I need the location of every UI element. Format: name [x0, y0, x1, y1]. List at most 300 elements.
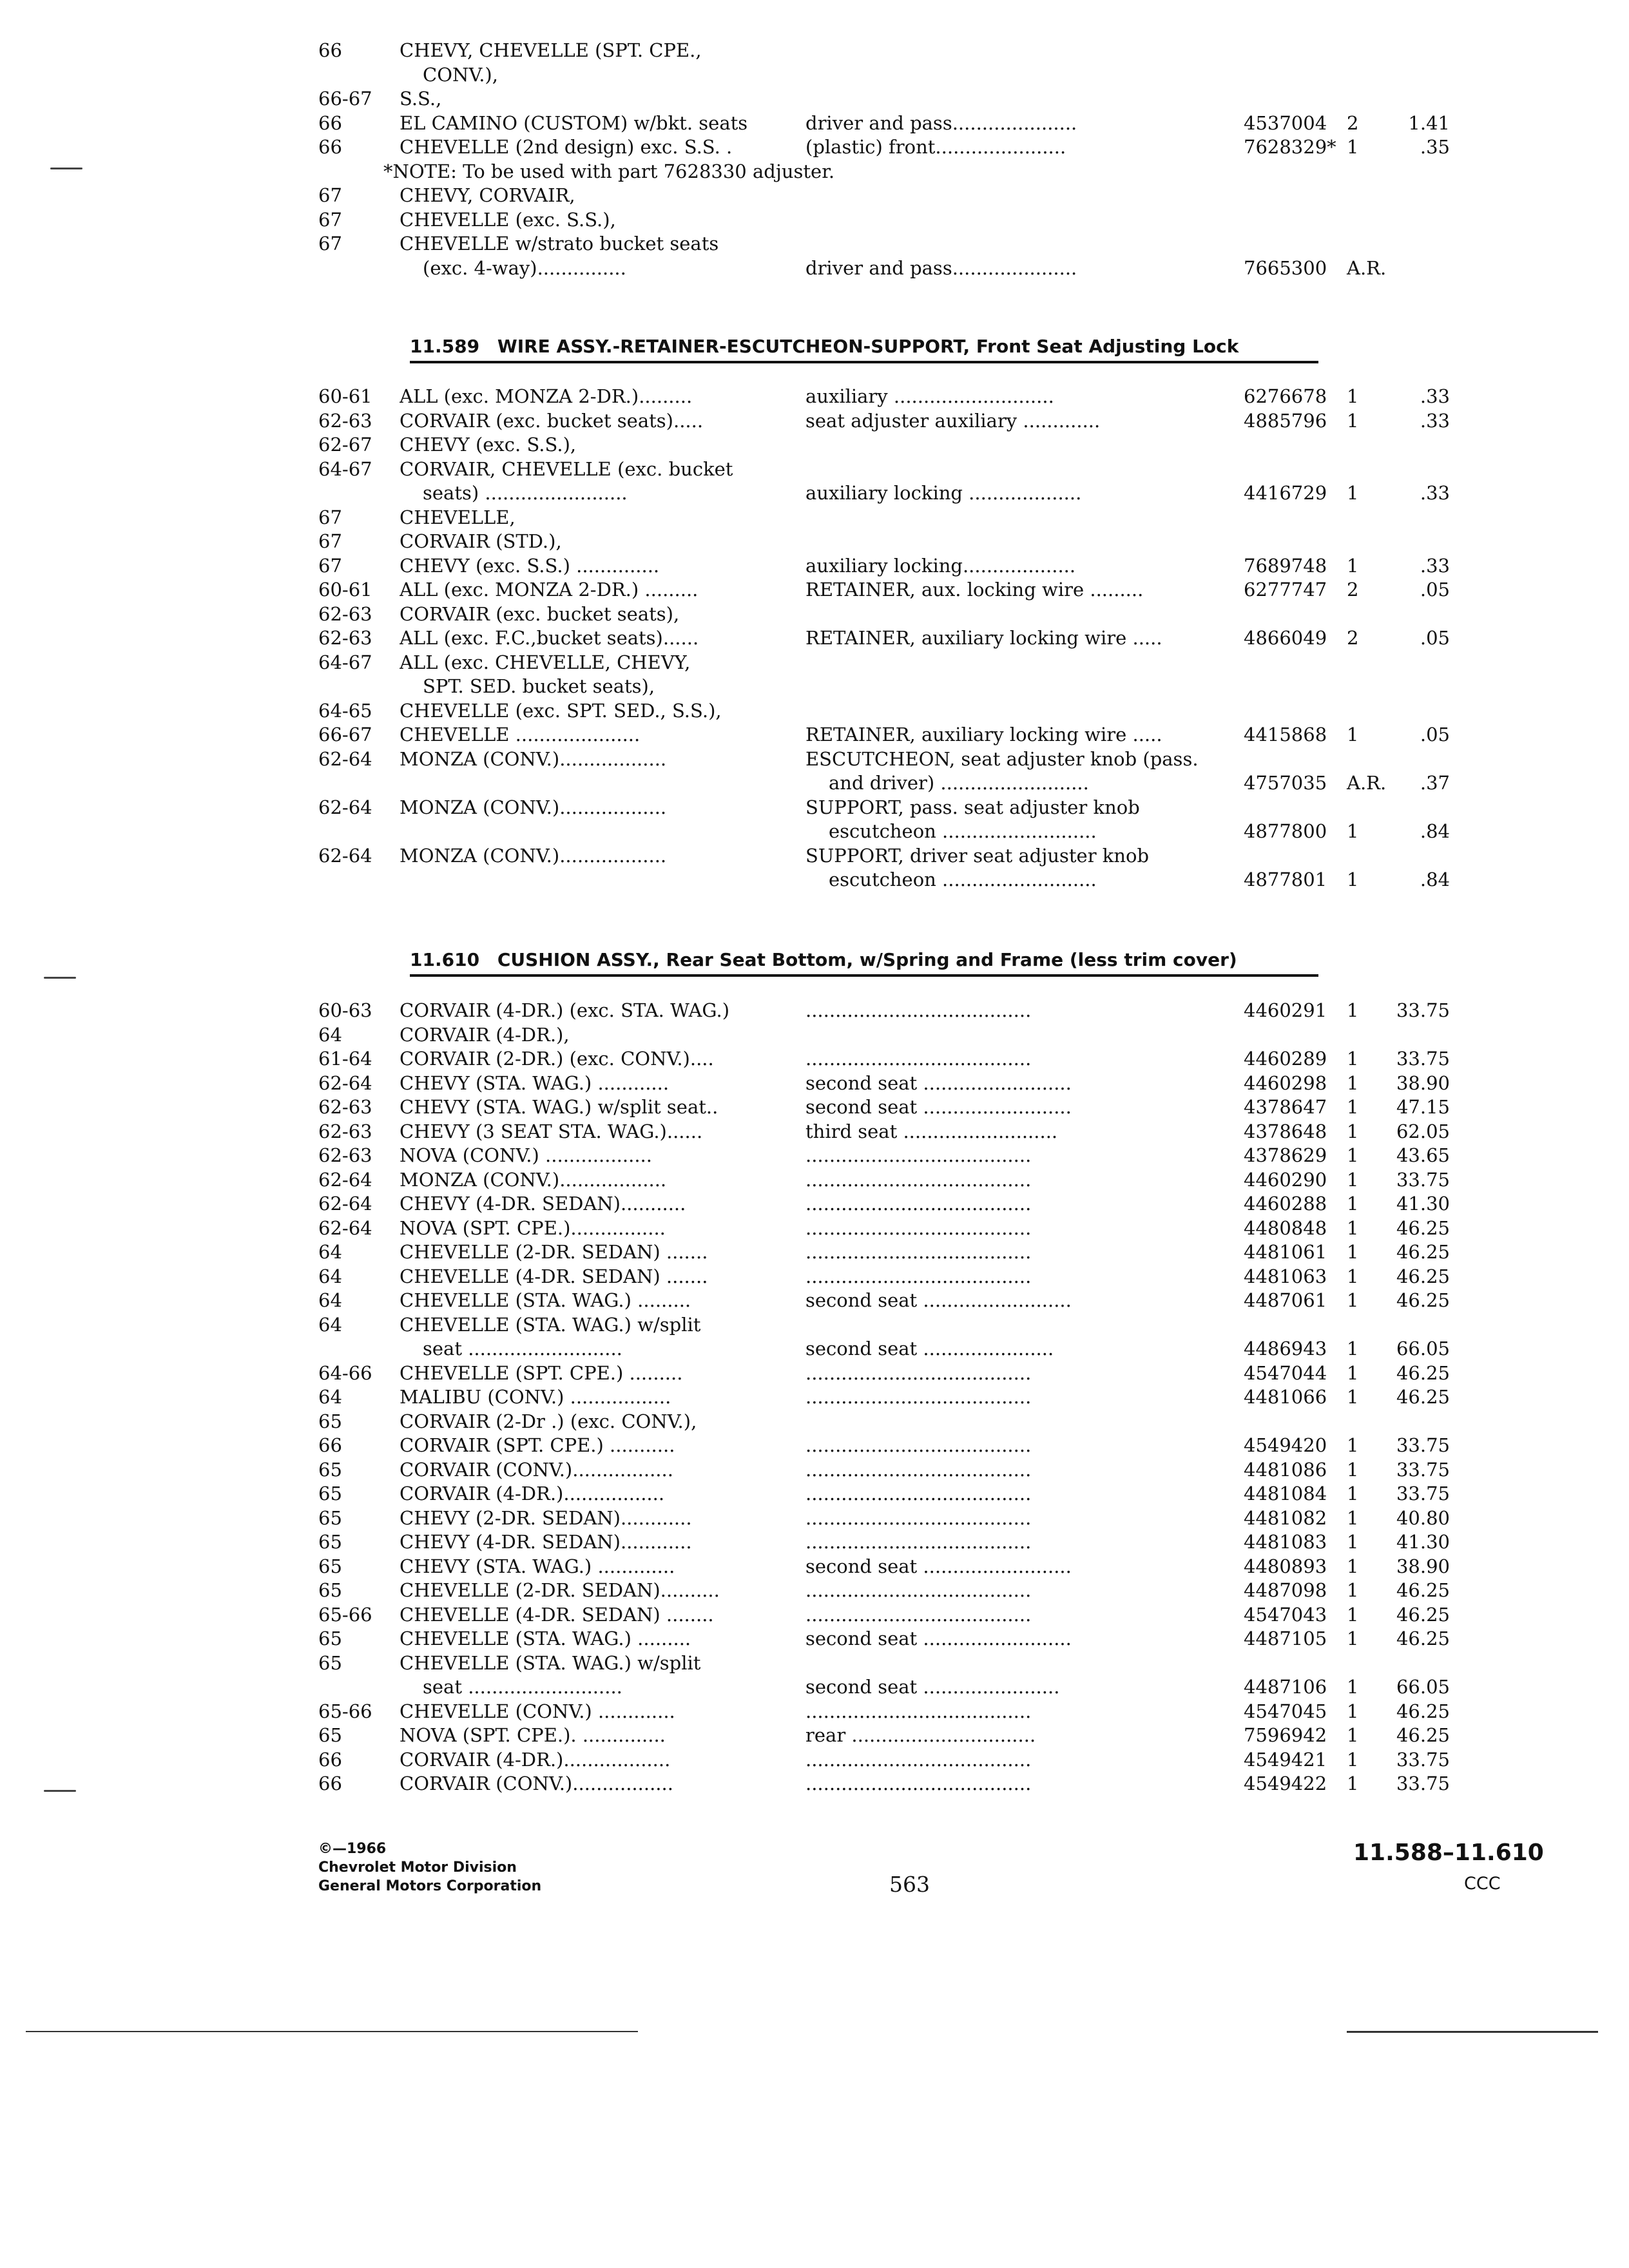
parts-row	[0, 602, 1629, 627]
quantity: A.R.	[1347, 256, 1387, 279]
quantity: 1	[1347, 1483, 1359, 1504]
vehicle-application: (exc. 4-way)...............	[423, 256, 626, 279]
part-number: 4549422	[1244, 1773, 1327, 1794]
part-number: 6276678	[1244, 385, 1327, 407]
vehicle-application: CHEVY (3 SEAT STA. WAG.)......	[400, 1120, 703, 1142]
parts-row	[0, 1361, 1629, 1386]
parts-row	[0, 409, 1629, 434]
part-number: 4378629	[1244, 1144, 1327, 1166]
parts-row	[0, 747, 1629, 772]
part-description: ......................................	[805, 1434, 1032, 1456]
parts-row	[0, 63, 1629, 88]
parts-row	[0, 1724, 1629, 1748]
part-description: seat adjuster auxiliary .............	[805, 409, 1101, 432]
part-description: auxiliary locking ...................	[805, 482, 1082, 504]
price: 46.25	[1396, 1603, 1450, 1626]
part-number: 4480848	[1244, 1216, 1327, 1239]
model-year: 67	[318, 530, 342, 552]
parts-row	[0, 208, 1629, 233]
parts-row	[0, 1627, 1629, 1651]
parts-row	[0, 232, 1629, 256]
quantity: 1	[1347, 1506, 1359, 1529]
quantity: A.R.	[1347, 772, 1387, 794]
quantity: 1	[1347, 1434, 1359, 1456]
vehicle-application: CORVAIR (CONV.).................	[400, 1458, 673, 1481]
parts-row	[0, 1216, 1629, 1241]
price: .05	[1420, 627, 1450, 649]
vehicle-application: CONV.),	[423, 63, 498, 86]
vehicle-application: CHEVELLE (2-DR. SEDAN)..........	[400, 1579, 720, 1601]
vehicle-application: CORVAIR (4-DR.).................	[400, 1483, 665, 1504]
model-year: 66	[318, 1748, 342, 1771]
intro-section	[0, 39, 1629, 280]
model-year: 65	[318, 1555, 342, 1577]
price: 46.25	[1396, 1289, 1450, 1311]
section-11-589	[0, 385, 1629, 892]
vehicle-application: seat ..........................	[423, 1676, 622, 1698]
parts-row	[0, 1603, 1629, 1628]
part-number: 4460290	[1244, 1168, 1327, 1191]
parts-row	[0, 1530, 1629, 1555]
price: 46.25	[1396, 1700, 1450, 1722]
model-year: 62-63	[318, 602, 372, 625]
parts-row	[0, 1289, 1629, 1313]
quantity: 1	[1347, 482, 1359, 504]
vehicle-application: ALL (exc. F.C.,bucket seats)......	[400, 627, 699, 649]
section-11-610-rows	[0, 999, 1629, 1796]
vehicle-application: CHEVY (STA. WAG.) w/split seat..	[400, 1096, 718, 1118]
part-description: ......................................	[805, 1265, 1032, 1287]
price: .84	[1420, 820, 1450, 842]
part-number: 4486943	[1244, 1338, 1327, 1360]
quantity: 1	[1347, 1168, 1359, 1191]
model-year: 62-64	[318, 844, 372, 867]
scan-edge-line-right	[1347, 2031, 1598, 2033]
vehicle-application: seats) ........................	[423, 482, 628, 504]
quantity: 1	[1347, 1048, 1359, 1070]
model-year: 65	[318, 1724, 342, 1746]
section-title: CUSHION ASSY.,	[497, 949, 660, 970]
part-description: ......................................	[805, 1193, 1032, 1215]
footnote: *NOTE: To be used with part 7628330 adjuster.	[383, 160, 835, 182]
parts-row	[0, 1023, 1629, 1048]
model-year: 66	[318, 39, 342, 61]
vehicle-application: CHEVY (2-DR. SEDAN)............	[400, 1506, 692, 1529]
part-description: ......................................	[805, 1048, 1032, 1070]
model-year: 65	[318, 1483, 342, 1504]
corporation-name: General Motors Corporation	[318, 1878, 542, 1894]
part-number: 4481066	[1244, 1386, 1327, 1408]
price: 46.25	[1396, 1361, 1450, 1384]
model-year: 62-64	[318, 747, 372, 770]
model-year: 67	[318, 554, 342, 577]
vehicle-application: CHEVY (4-DR. SEDAN)............	[400, 1531, 692, 1553]
part-description: second seat .........................	[805, 1555, 1072, 1577]
quantity: 1	[1347, 1120, 1359, 1142]
quantity: 1	[1347, 136, 1359, 158]
part-description: SUPPORT, driver seat adjuster knob	[805, 844, 1150, 867]
quantity: 1	[1347, 820, 1359, 842]
page-number: 563	[889, 1872, 930, 1897]
price: 43.65	[1396, 1144, 1450, 1166]
model-year: 67	[318, 233, 342, 255]
vehicle-application: ALL (exc. CHEVELLE, CHEVY,	[400, 651, 691, 673]
parts-row	[0, 1579, 1629, 1603]
parts-row	[0, 135, 1629, 160]
vehicle-application: EL CAMINO (CUSTOM) w/bkt. seats	[400, 111, 748, 134]
price: .37	[1420, 772, 1450, 794]
part-description: escutcheon ..........................	[829, 869, 1097, 890]
parts-row	[0, 1265, 1629, 1289]
parts-row	[0, 184, 1629, 208]
catalog-code: CCC	[1464, 1874, 1501, 1894]
part-number: 4547043	[1244, 1603, 1327, 1626]
part-number: 4415868	[1244, 724, 1327, 745]
part-description: ......................................	[805, 1458, 1032, 1481]
part-description: ......................................	[805, 1361, 1032, 1384]
footer-credits	[318, 1840, 541, 1896]
parts-row	[0, 160, 1629, 184]
model-year: 64	[318, 1241, 342, 1263]
parts-row	[0, 87, 1629, 111]
quantity: 1	[1347, 1144, 1359, 1166]
price: .84	[1420, 869, 1450, 890]
part-description: ......................................	[805, 1531, 1032, 1553]
model-year: 66	[318, 136, 342, 158]
vehicle-application: CORVAIR (4-DR.) (exc. STA. WAG.)	[400, 999, 730, 1021]
price: 38.90	[1396, 1555, 1450, 1577]
part-description: second seat .........................	[805, 1096, 1072, 1118]
quantity: 1	[1347, 1603, 1359, 1626]
model-year: 64	[318, 1289, 342, 1311]
part-number: 7689748	[1244, 554, 1327, 577]
vehicle-application: CHEVELLE (STA. WAG.) .........	[400, 1289, 691, 1311]
part-number: 4378648	[1244, 1120, 1327, 1142]
model-year: 60-63	[318, 999, 372, 1021]
vehicle-application: CHEVELLE (exc. S.S.),	[400, 208, 616, 231]
model-year: 64	[318, 1313, 342, 1336]
quantity: 1	[1347, 869, 1359, 890]
part-number: 7665300	[1244, 256, 1327, 279]
price: 33.75	[1396, 1048, 1450, 1070]
part-number: 4487061	[1244, 1289, 1327, 1311]
part-number: 4487106	[1244, 1676, 1327, 1698]
price: .05	[1420, 724, 1450, 745]
parts-row	[0, 1072, 1629, 1096]
part-number: 4549420	[1244, 1434, 1327, 1456]
vehicle-application: ALL (exc. MONZA 2-DR.).........	[400, 385, 693, 407]
quantity: 1	[1347, 409, 1359, 432]
division-name: Chevrolet Motor Division	[318, 1860, 517, 1876]
parts-row	[0, 796, 1629, 820]
part-description: RETAINER, aux. locking wire .........	[805, 579, 1144, 601]
quantity: 1	[1347, 1748, 1359, 1771]
model-year: 64-65	[318, 699, 372, 722]
parts-row	[0, 481, 1629, 506]
parts-row	[0, 111, 1629, 136]
parts-row	[0, 578, 1629, 602]
quantity: 1	[1347, 1096, 1359, 1118]
part-number: 4460291	[1244, 999, 1327, 1021]
section-title: WIRE ASSY.-RETAINER-ESCUTCHEON-SUPPORT,	[497, 336, 970, 357]
section-11-610	[0, 999, 1629, 1796]
vehicle-application: CHEVELLE .....................	[400, 724, 641, 745]
price: .33	[1420, 554, 1450, 577]
vehicle-application: NOVA (CONV.) ..................	[400, 1144, 652, 1166]
section-subtitle: Rear Seat Bottom, w/Spring and Frame (less trim cover)	[666, 949, 1237, 970]
model-year: 66	[318, 1773, 342, 1794]
part-number: 4866049	[1244, 627, 1327, 649]
parts-row	[0, 723, 1629, 747]
part-description: ......................................	[805, 1506, 1032, 1529]
quantity: 1	[1347, 1676, 1359, 1698]
part-description: RETAINER, auxiliary locking wire .....	[805, 724, 1162, 745]
vehicle-application: CHEVELLE (STA. WAG.) w/split	[400, 1651, 701, 1674]
part-description: ......................................	[805, 1386, 1032, 1408]
quantity: 1	[1347, 1072, 1359, 1094]
vehicle-application: CORVAIR (SPT. CPE.) ...........	[400, 1434, 675, 1456]
price: .35	[1420, 136, 1450, 158]
vehicle-application: CHEVY (STA. WAG.) .............	[400, 1555, 675, 1577]
quantity: 1	[1347, 1579, 1359, 1601]
section-subtitle: Front Seat Adjusting Lock	[976, 336, 1239, 357]
price: 46.25	[1396, 1386, 1450, 1408]
part-number: 4481083	[1244, 1531, 1327, 1553]
part-number: 4877800	[1244, 820, 1327, 842]
parts-row	[0, 1385, 1629, 1410]
price: 33.75	[1396, 1483, 1450, 1504]
parts-row	[0, 39, 1629, 63]
parts-row	[0, 1434, 1629, 1458]
part-description: second seat .........................	[805, 1628, 1072, 1649]
price: 46.25	[1396, 1265, 1450, 1287]
parts-row	[0, 457, 1629, 482]
vehicle-application: CHEVY, CHEVELLE (SPT. CPE.,	[400, 39, 702, 61]
parts-row	[0, 1772, 1629, 1796]
part-description: ......................................	[805, 1144, 1032, 1166]
part-number: 4877801	[1244, 869, 1327, 890]
parts-row	[0, 1313, 1629, 1338]
part-number: 4481084	[1244, 1483, 1327, 1504]
model-year: 66-67	[318, 88, 372, 110]
model-year: 65	[318, 1651, 342, 1674]
vehicle-application: CORVAIR (STD.),	[400, 530, 562, 552]
model-year: 64	[318, 1023, 342, 1046]
model-year: 65-66	[318, 1603, 372, 1626]
vehicle-application: CHEVELLE (STA. WAG.) w/split	[400, 1313, 701, 1336]
part-description: driver and pass.....................	[805, 111, 1077, 134]
vehicle-application: CORVAIR (2-DR.) (exc. CONV.)....	[400, 1048, 714, 1070]
price: 41.30	[1396, 1193, 1450, 1215]
model-year: 65	[318, 1531, 342, 1553]
part-number: 4885796	[1244, 409, 1327, 432]
vehicle-application: CORVAIR (2-Dr .) (exc. CONV.),	[400, 1410, 697, 1432]
quantity: 2	[1347, 627, 1359, 649]
price: 1.41	[1408, 111, 1450, 134]
part-number: 4460298	[1244, 1072, 1327, 1094]
parts-row	[0, 651, 1629, 675]
section-number: 11.589	[410, 336, 480, 357]
model-year: 61-64	[318, 1048, 372, 1070]
vehicle-application: seat ..........................	[423, 1338, 622, 1360]
part-description: ......................................	[805, 1748, 1032, 1771]
quantity: 2	[1347, 111, 1359, 134]
part-description: ......................................	[805, 1168, 1032, 1191]
price: 33.75	[1396, 1458, 1450, 1481]
part-number: 4547045	[1244, 1700, 1327, 1722]
model-year: 64-67	[318, 457, 372, 480]
parts-row	[0, 554, 1629, 579]
part-description: SUPPORT, pass. seat adjuster knob	[805, 796, 1140, 818]
part-number: 4378647	[1244, 1096, 1327, 1118]
quantity: 1	[1347, 1289, 1359, 1311]
parts-row	[0, 530, 1629, 554]
price: 46.25	[1396, 1628, 1450, 1649]
model-year: 65	[318, 1410, 342, 1432]
vehicle-application: CORVAIR (exc. bucket seats),	[400, 602, 680, 625]
punch-hole-mark	[44, 1790, 76, 1792]
punch-hole-mark	[44, 977, 76, 979]
model-year: 62-64	[318, 1193, 372, 1215]
vehicle-application: CORVAIR, CHEVELLE (exc. bucket	[400, 457, 733, 480]
punch-hole-mark	[50, 168, 82, 169]
quantity: 1	[1347, 999, 1359, 1021]
vehicle-application: SPT. SED. bucket seats),	[423, 675, 655, 697]
part-description: auxiliary ...........................	[805, 385, 1054, 407]
section-range: 11.588–11.610	[1353, 1840, 1544, 1866]
quantity: 2	[1347, 579, 1359, 601]
part-number: 4481063	[1244, 1265, 1327, 1287]
vehicle-application: ALL (exc. MONZA 2-DR.) .........	[400, 579, 699, 601]
vehicle-application: NOVA (SPT. CPE.). ..............	[400, 1724, 666, 1746]
price: .33	[1420, 409, 1450, 432]
price: 33.75	[1396, 1748, 1450, 1771]
model-year: 66-67	[318, 724, 372, 745]
vehicle-application: CHEVY (STA. WAG.) ............	[400, 1072, 670, 1094]
parts-row	[0, 1410, 1629, 1434]
price: 33.75	[1396, 1168, 1450, 1191]
quantity: 1	[1347, 1555, 1359, 1577]
vehicle-application: MONZA (CONV.)..................	[400, 844, 667, 867]
part-description: second seat ......................	[805, 1338, 1054, 1360]
model-year: 67	[318, 208, 342, 231]
vehicle-application: CHEVY (exc. S.S.) ..............	[400, 554, 660, 577]
scan-edge-line-left	[26, 2031, 638, 2032]
part-number: 4487098	[1244, 1579, 1327, 1601]
vehicle-application: CHEVY, CORVAIR,	[400, 184, 575, 206]
quantity: 1	[1347, 1628, 1359, 1649]
part-description: (plastic) front......................	[805, 136, 1066, 158]
quantity: 1	[1347, 1338, 1359, 1360]
part-number: 4416729	[1244, 482, 1327, 504]
model-year: 62-64	[318, 1168, 372, 1191]
price: 41.30	[1396, 1531, 1450, 1553]
model-year: 62-63	[318, 627, 372, 649]
model-year: 62-63	[318, 1120, 372, 1142]
quantity: 1	[1347, 1216, 1359, 1239]
part-description: ......................................	[805, 1216, 1032, 1239]
section-heading-11-610	[410, 946, 1318, 977]
section-number: 11.610	[410, 949, 480, 970]
vehicle-application: CHEVELLE (4-DR. SEDAN) .......	[400, 1265, 708, 1287]
parts-row	[0, 675, 1629, 699]
model-year: 62-63	[318, 1144, 372, 1166]
vehicle-application: MONZA (CONV.)..................	[400, 796, 667, 818]
part-description: ESCUTCHEON, seat adjuster knob (pass.	[805, 747, 1199, 770]
model-year: 65	[318, 1579, 342, 1601]
parts-row	[0, 1506, 1629, 1531]
vehicle-application: CHEVELLE (4-DR. SEDAN) ........	[400, 1603, 714, 1626]
price: 46.25	[1396, 1724, 1450, 1746]
parts-row	[0, 506, 1629, 530]
price: 46.25	[1396, 1579, 1450, 1601]
part-description: second seat .......................	[805, 1676, 1060, 1698]
part-description: ......................................	[805, 1773, 1032, 1794]
vehicle-application: MONZA (CONV.)..................	[400, 747, 667, 770]
vehicle-application: CHEVELLE (2-DR. SEDAN) .......	[400, 1241, 708, 1263]
parts-row	[0, 868, 1629, 892]
parts-row	[0, 385, 1629, 409]
model-year: 64-66	[318, 1361, 372, 1384]
quantity: 1	[1347, 1724, 1359, 1746]
parts-row	[0, 1748, 1629, 1773]
quantity: 1	[1347, 1265, 1359, 1287]
section-11-589-rows	[0, 385, 1629, 892]
section-heading-11-589	[410, 332, 1318, 363]
model-year: 64	[318, 1386, 342, 1408]
model-year: 62-64	[318, 1216, 372, 1239]
vehicle-application: NOVA (SPT. CPE.)................	[400, 1216, 666, 1239]
model-year: 62-64	[318, 1072, 372, 1094]
price: 33.75	[1396, 999, 1450, 1021]
part-description: and driver) .........................	[829, 772, 1089, 794]
part-number: 4547044	[1244, 1361, 1327, 1384]
vehicle-application: CHEVY (exc. S.S.),	[400, 434, 577, 456]
model-year: 67	[318, 506, 342, 528]
part-description: auxiliary locking...................	[805, 554, 1076, 577]
price: 40.80	[1396, 1506, 1450, 1529]
part-number: 4487105	[1244, 1628, 1327, 1649]
part-description: ......................................	[805, 1700, 1032, 1722]
parts-row	[0, 1555, 1629, 1579]
vehicle-application: CHEVELLE w/strato bucket seats	[400, 233, 719, 255]
quantity: 1	[1347, 554, 1359, 577]
vehicle-application: MALIBU (CONV.) .................	[400, 1386, 671, 1408]
parts-row	[0, 626, 1629, 651]
price: 62.05	[1396, 1120, 1450, 1142]
model-year: 62-63	[318, 409, 372, 432]
part-number: 4460289	[1244, 1048, 1327, 1070]
quantity: 1	[1347, 724, 1359, 745]
part-description: second seat .........................	[805, 1289, 1072, 1311]
model-year: 66	[318, 111, 342, 134]
parts-row	[0, 1047, 1629, 1072]
parts-row	[0, 1192, 1629, 1216]
part-description: ......................................	[805, 1603, 1032, 1626]
parts-row	[0, 256, 1629, 281]
vehicle-application: CORVAIR (CONV.).................	[400, 1773, 673, 1794]
part-number: 7596942	[1244, 1724, 1327, 1746]
part-number: 4480893	[1244, 1555, 1327, 1577]
parts-row	[0, 1240, 1629, 1265]
part-number: 4549421	[1244, 1748, 1327, 1771]
model-year: 64-67	[318, 651, 372, 673]
price: 33.75	[1396, 1773, 1450, 1794]
price: 66.05	[1396, 1676, 1450, 1698]
part-description: rear ...............................	[805, 1724, 1036, 1746]
quantity: 1	[1347, 1700, 1359, 1722]
vehicle-application: CORVAIR (4-DR.),	[400, 1023, 570, 1046]
